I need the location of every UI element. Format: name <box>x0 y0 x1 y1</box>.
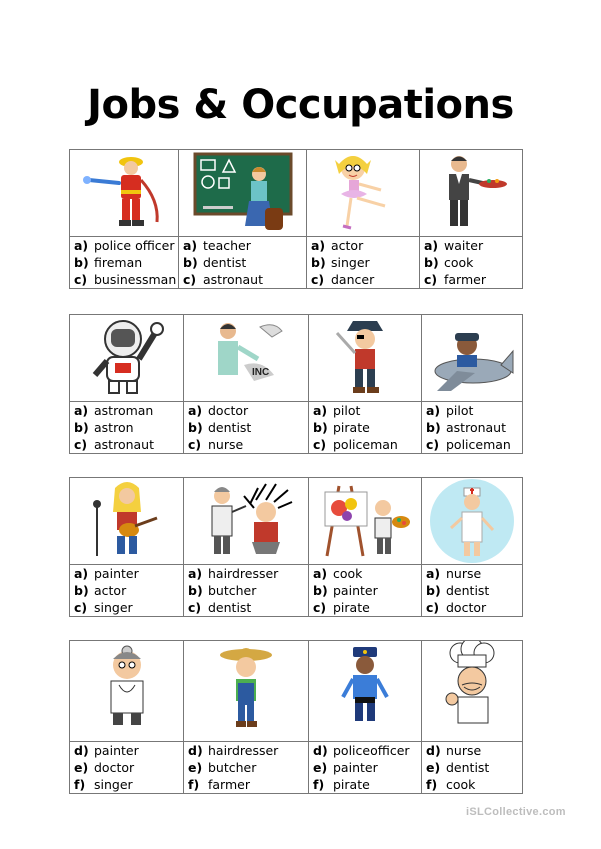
answer-option[interactable]: b) actor <box>74 583 127 598</box>
answer-option[interactable]: b) painter <box>313 583 378 598</box>
answer-option[interactable]: f) pirate <box>313 777 370 792</box>
hairdresser-icon <box>196 478 296 562</box>
answer-option[interactable]: c) dancer <box>311 272 375 287</box>
options-cell <box>422 402 523 454</box>
answer-option[interactable]: d) painter <box>74 743 139 758</box>
answer-option[interactable]: c) pirate <box>313 600 370 615</box>
answer-option[interactable]: a) pilot <box>313 403 361 418</box>
answer-option[interactable]: c) astronaut <box>183 272 263 287</box>
picture-cell <box>422 478 523 565</box>
answer-option[interactable]: c) nurse <box>188 437 244 452</box>
answer-option[interactable]: b) dentist <box>183 255 247 270</box>
painter-easel-icon <box>317 478 413 562</box>
answer-option[interactable]: c) astronaut <box>74 437 154 452</box>
teacher-icon <box>193 150 293 234</box>
dentist-icon <box>198 315 294 399</box>
astronaut-icon <box>87 315 167 399</box>
picture-cell <box>422 315 523 402</box>
quiz-row-4 <box>69 640 523 794</box>
options-cell <box>70 237 179 289</box>
answer-option[interactable]: a) doctor <box>188 403 249 418</box>
policewoman-icon <box>325 641 405 731</box>
picture-cell <box>309 315 422 402</box>
options-cell <box>309 565 422 617</box>
options-cell <box>70 742 184 794</box>
answer-option[interactable]: a) painter <box>74 566 139 581</box>
singer-guitar-icon <box>87 478 167 562</box>
picture-cell <box>70 315 184 402</box>
farmer-icon <box>206 641 286 731</box>
answer-option[interactable]: c) farmer <box>424 272 486 287</box>
answer-option[interactable]: e) butcher <box>188 760 257 775</box>
answer-option[interactable]: a) police officer <box>74 238 175 253</box>
answer-option[interactable]: c) policeman <box>313 437 398 452</box>
picture-cell <box>184 315 309 402</box>
nurse-icon <box>427 478 517 564</box>
picture-cell <box>309 641 422 742</box>
answer-option[interactable]: b) cook <box>424 255 474 270</box>
answer-option[interactable]: c) policeman <box>426 437 511 452</box>
answer-option[interactable]: a) cook <box>313 566 363 581</box>
picture-cell <box>422 641 523 742</box>
picture-cell <box>307 150 420 237</box>
options-cell <box>307 237 420 289</box>
quiz-row-2 <box>69 314 523 454</box>
answer-option[interactable]: d) policeofficer <box>313 743 410 758</box>
answer-option[interactable]: e) painter <box>313 760 378 775</box>
doctor-icon <box>87 641 167 731</box>
options-cell <box>309 742 422 794</box>
answer-option[interactable]: d) hairdresser <box>188 743 279 758</box>
answer-option[interactable]: a) nurse <box>426 566 482 581</box>
chef-icon <box>432 641 512 731</box>
answer-option[interactable]: f) cook <box>426 777 476 792</box>
picture-cell <box>70 641 184 742</box>
answer-option[interactable]: f) singer <box>74 777 133 792</box>
answer-option[interactable]: b) singer <box>311 255 370 270</box>
answer-option[interactable]: b) dentist <box>188 420 252 435</box>
answer-option[interactable]: c) dentist <box>188 600 252 615</box>
picture-cell <box>184 478 309 565</box>
options-cell <box>184 742 309 794</box>
options-cell <box>422 742 523 794</box>
svg-text:INC: INC <box>252 367 270 378</box>
firefighter-icon <box>79 150 169 230</box>
picture-cell <box>309 478 422 565</box>
ballerina-icon <box>323 150 403 234</box>
answer-option[interactable]: b) fireman <box>74 255 143 270</box>
page-title: Jobs & Occupations <box>87 82 514 128</box>
answer-option[interactable]: d) nurse <box>426 743 482 758</box>
answer-option[interactable]: b) dentist <box>426 583 490 598</box>
options-cell <box>179 237 307 289</box>
answer-option[interactable]: c) doctor <box>426 600 487 615</box>
options-cell <box>70 402 184 454</box>
picture-cell <box>184 641 309 742</box>
picture-cell <box>420 150 523 237</box>
answer-option[interactable]: e) dentist <box>426 760 490 775</box>
options-cell <box>184 565 309 617</box>
answer-option[interactable]: a) hairdresser <box>188 566 279 581</box>
answer-option[interactable]: e) doctor <box>74 760 135 775</box>
site-watermark: iSLCollective.com <box>466 806 566 818</box>
answer-option[interactable]: a) actor <box>311 238 364 253</box>
answer-option[interactable]: a) astroman <box>74 403 154 418</box>
quiz-row-3 <box>69 477 523 617</box>
answer-option[interactable]: c) businessman <box>74 272 177 287</box>
waiter-icon <box>431 150 511 234</box>
answer-option[interactable]: f) farmer <box>188 777 250 792</box>
picture-cell <box>179 150 307 237</box>
options-cell <box>420 237 523 289</box>
answer-option[interactable]: b) butcher <box>188 583 257 598</box>
answer-option[interactable]: a) pilot <box>426 403 474 418</box>
picture-cell <box>70 150 179 237</box>
answer-option[interactable]: c) singer <box>74 600 133 615</box>
answer-option[interactable]: b) astronaut <box>426 420 506 435</box>
picture-cell <box>70 478 184 565</box>
options-cell <box>70 565 184 617</box>
options-cell <box>422 565 523 617</box>
pirate-icon <box>325 315 405 399</box>
answer-option[interactable]: a) teacher <box>183 238 251 253</box>
quiz-row-1 <box>69 149 523 289</box>
answer-option[interactable]: a) waiter <box>424 238 484 253</box>
answer-option[interactable]: b) pirate <box>313 420 370 435</box>
options-cell <box>309 402 422 454</box>
options-cell <box>184 402 309 454</box>
pilot-plane-icon <box>427 315 517 399</box>
answer-option[interactable]: b) astron <box>74 420 134 435</box>
